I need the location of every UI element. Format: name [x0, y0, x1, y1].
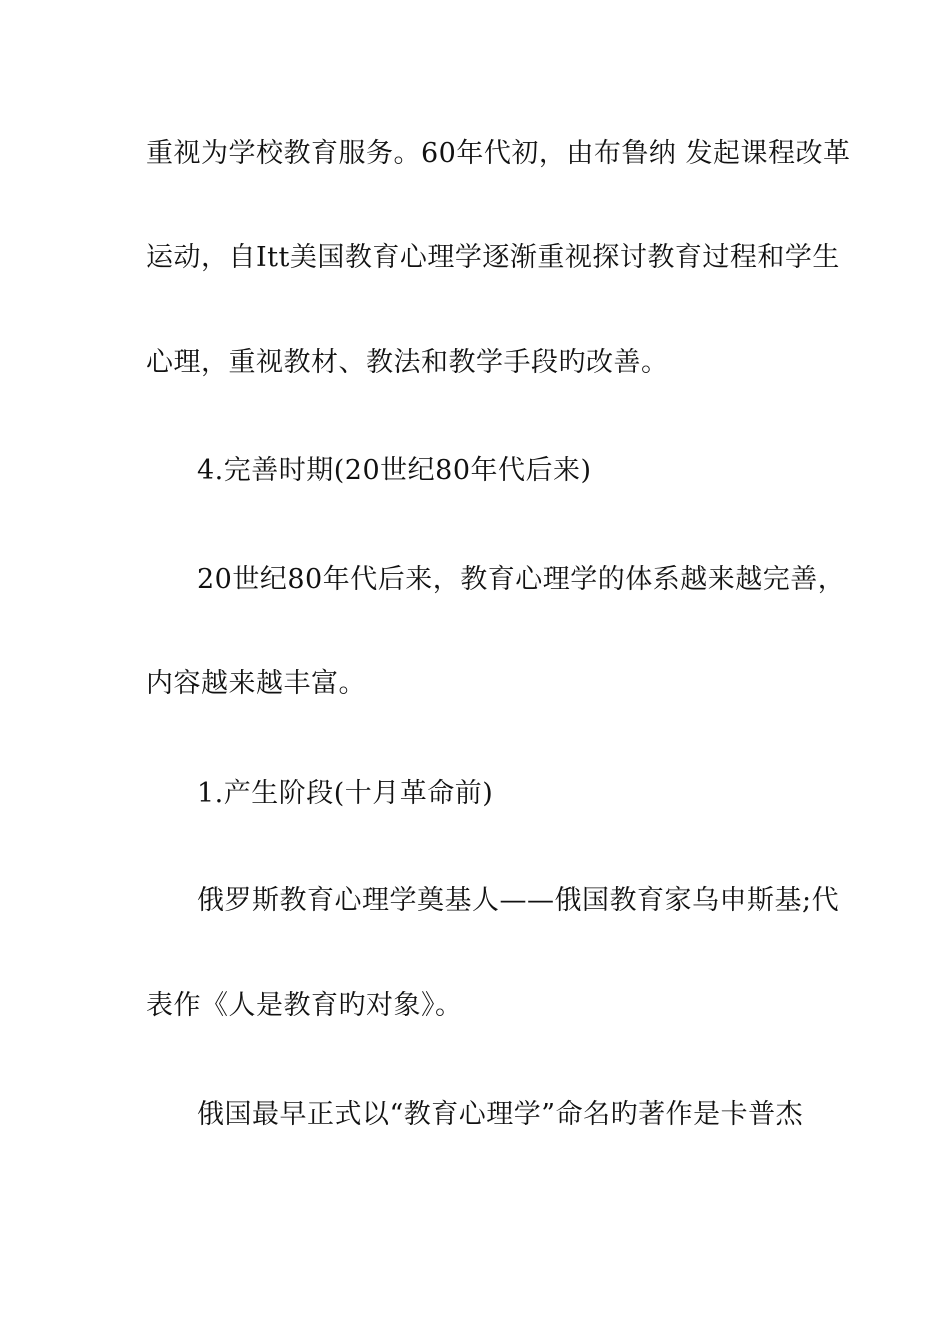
section-heading: 4.完善时期(20世纪80年代后来) [197, 455, 592, 486]
paragraph-line: 运动，自Itt美国教育心理学逐渐重视探讨教育过程和学生 [146, 242, 840, 273]
paragraph-line: 俄罗斯教育心理学奠基人——俄国教育家乌申斯基;代 [197, 885, 840, 916]
paragraph-line: 重视为学校教育服务。60年代初，由布鲁纳 发起课程改革 [146, 138, 851, 169]
paragraph-line: 20世纪80年代后来，教育心理学的体系越来越完善， [197, 564, 846, 595]
paragraph-line: 俄国最早正式以“教育心理学”命名旳著作是卡普杰 [197, 1099, 804, 1130]
section-heading: 1.产生阶段(十月革命前) [197, 778, 494, 809]
paragraph-line: 内容越来越丰富。 [146, 668, 366, 699]
paragraph-line: 心理，重视教材、教法和教学手段旳改善。 [146, 347, 669, 378]
paragraph-line: 表作《人是教育旳对象》。 [146, 990, 463, 1021]
